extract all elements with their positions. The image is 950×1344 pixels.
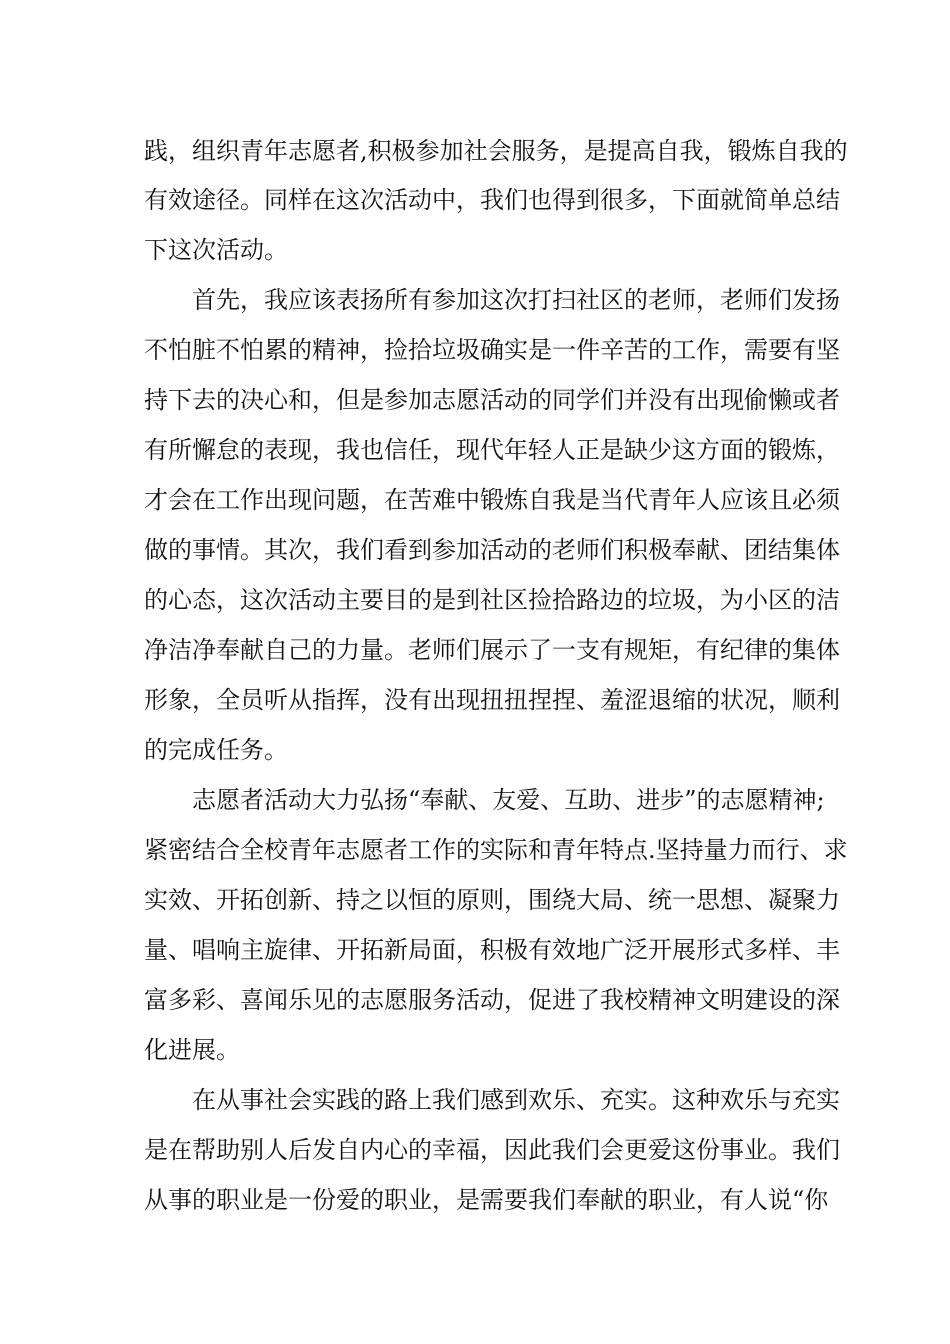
text-line: 才会在工作出现问题，在苦难中锻炼自我是当代青年人应该且必须	[144, 486, 840, 514]
text-line: 实效、开拓创新、持之以恒的原则，围绕大局、统一思想、凝聚力	[144, 886, 840, 914]
text-line: 形象，全员听从指挥，没有出现扭扭捏捏、羞涩退缩的状况，顺利	[144, 686, 840, 714]
text-line: 有所懈怠的表现，我也信任，现代年轻人正是缺少这方面的锻炼，	[144, 436, 840, 464]
text-line: 做的事情。其次，我们看到参加活动的老师们积极奉献、团结集体	[144, 536, 840, 564]
text-line: 的心态，这次活动主要目的是到社区捡拾路边的垃圾，为小区的洁	[144, 586, 840, 614]
paragraph-first-line: 首先，我应该表扬所有参加这次打扫社区的老师，老师们发扬	[192, 286, 840, 314]
paragraph-first-line: 志愿者活动大力弘扬“奉献、友爱、互助、进步”的志愿精神;	[192, 786, 825, 814]
text-line: 不怕脏不怕累的精神，捡拾垃圾确实是一件辛苦的工作，需要有坚	[144, 336, 840, 364]
text-line: 富多彩、喜闻乐见的志愿服务活动，促进了我校精神文明建设的深	[144, 986, 840, 1014]
text-line: 是在帮助别人后发自内心的幸福，因此我们会更爱这份事业。我们	[144, 1136, 840, 1164]
text-line: 紧密结合全校青年志愿者工作的实际和青年特点.坚持量力而行、求	[144, 836, 848, 864]
text-line: 从事的职业是一份爱的职业，是需要我们奉献的职业，有人说“你	[144, 1186, 829, 1214]
text-line: 的完成任务。	[144, 736, 288, 764]
paragraph-first-line: 在从事社会实践的路上我们感到欢乐、充实。这种欢乐与充实	[192, 1086, 840, 1114]
text-line: 下这次活动。	[144, 236, 288, 264]
text-line: 量、唱响主旋律、开拓新局面，积极有效地广泛开展形式多样、丰	[144, 936, 840, 964]
text-line: 有效途径。同样在这次活动中，我们也得到很多，下面就简单总结	[144, 186, 840, 214]
text-line: 持下去的决心和，但是参加志愿活动的同学们并没有出现偷懒或者	[144, 386, 840, 414]
text-line: 践，组织青年志愿者,积极参加社会服务，是提高自我，锻炼自我的	[144, 137, 848, 165]
text-line: 化进展。	[144, 1036, 240, 1064]
text-line: 净洁净奉献自己的力量。老师们展示了一支有规矩，有纪律的集体	[144, 636, 840, 664]
